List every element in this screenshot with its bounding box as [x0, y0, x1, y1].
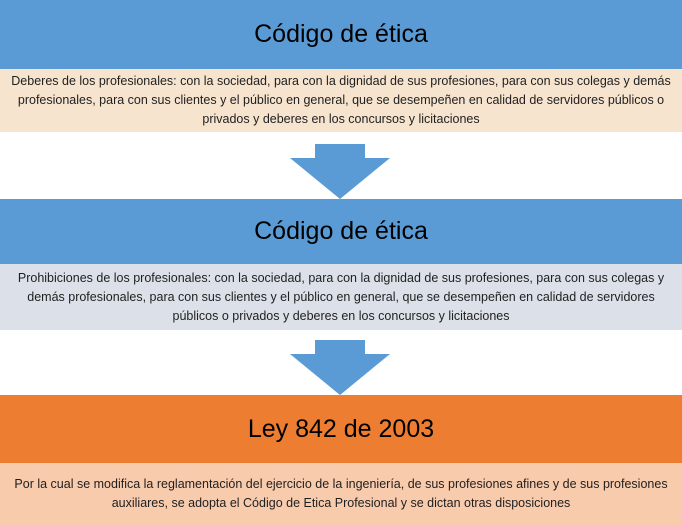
block-1-title: Código de ética	[0, 0, 682, 69]
block-2-title: Código de ética	[0, 199, 682, 264]
block-1-description: Deberes de los profesionales: con la sociedad, para con la dignidad de sus profesiones, para con sus colegas y demás profesionales, para con sus clientes y el público en general, que se desempeñen en calidad de servidores públicos o privados y deberes en los concursos y licitaciones	[0, 69, 682, 132]
down-arrow-icon	[290, 144, 390, 199]
block-3-description: Por la cual se modifica la reglamentación del ejercicio de la ingeniería, de sus profesiones afines y de sus profesiones auxiliares, se adopta el Código de Etica Profesional y se dictan otras disposiciones	[0, 463, 682, 525]
down-arrow-icon	[290, 340, 390, 395]
block-3-title: Ley 842 de 2003	[0, 395, 682, 463]
block-2-description: Prohibiciones de los profesionales: con la sociedad, para con la dignidad de sus profesiones, para con sus colegas y demás profesionales, para con sus clientes y el público en general, que se desempeñen en calidad de servidores públicos o privados y deberes en los concursos y licitaciones	[0, 264, 682, 330]
